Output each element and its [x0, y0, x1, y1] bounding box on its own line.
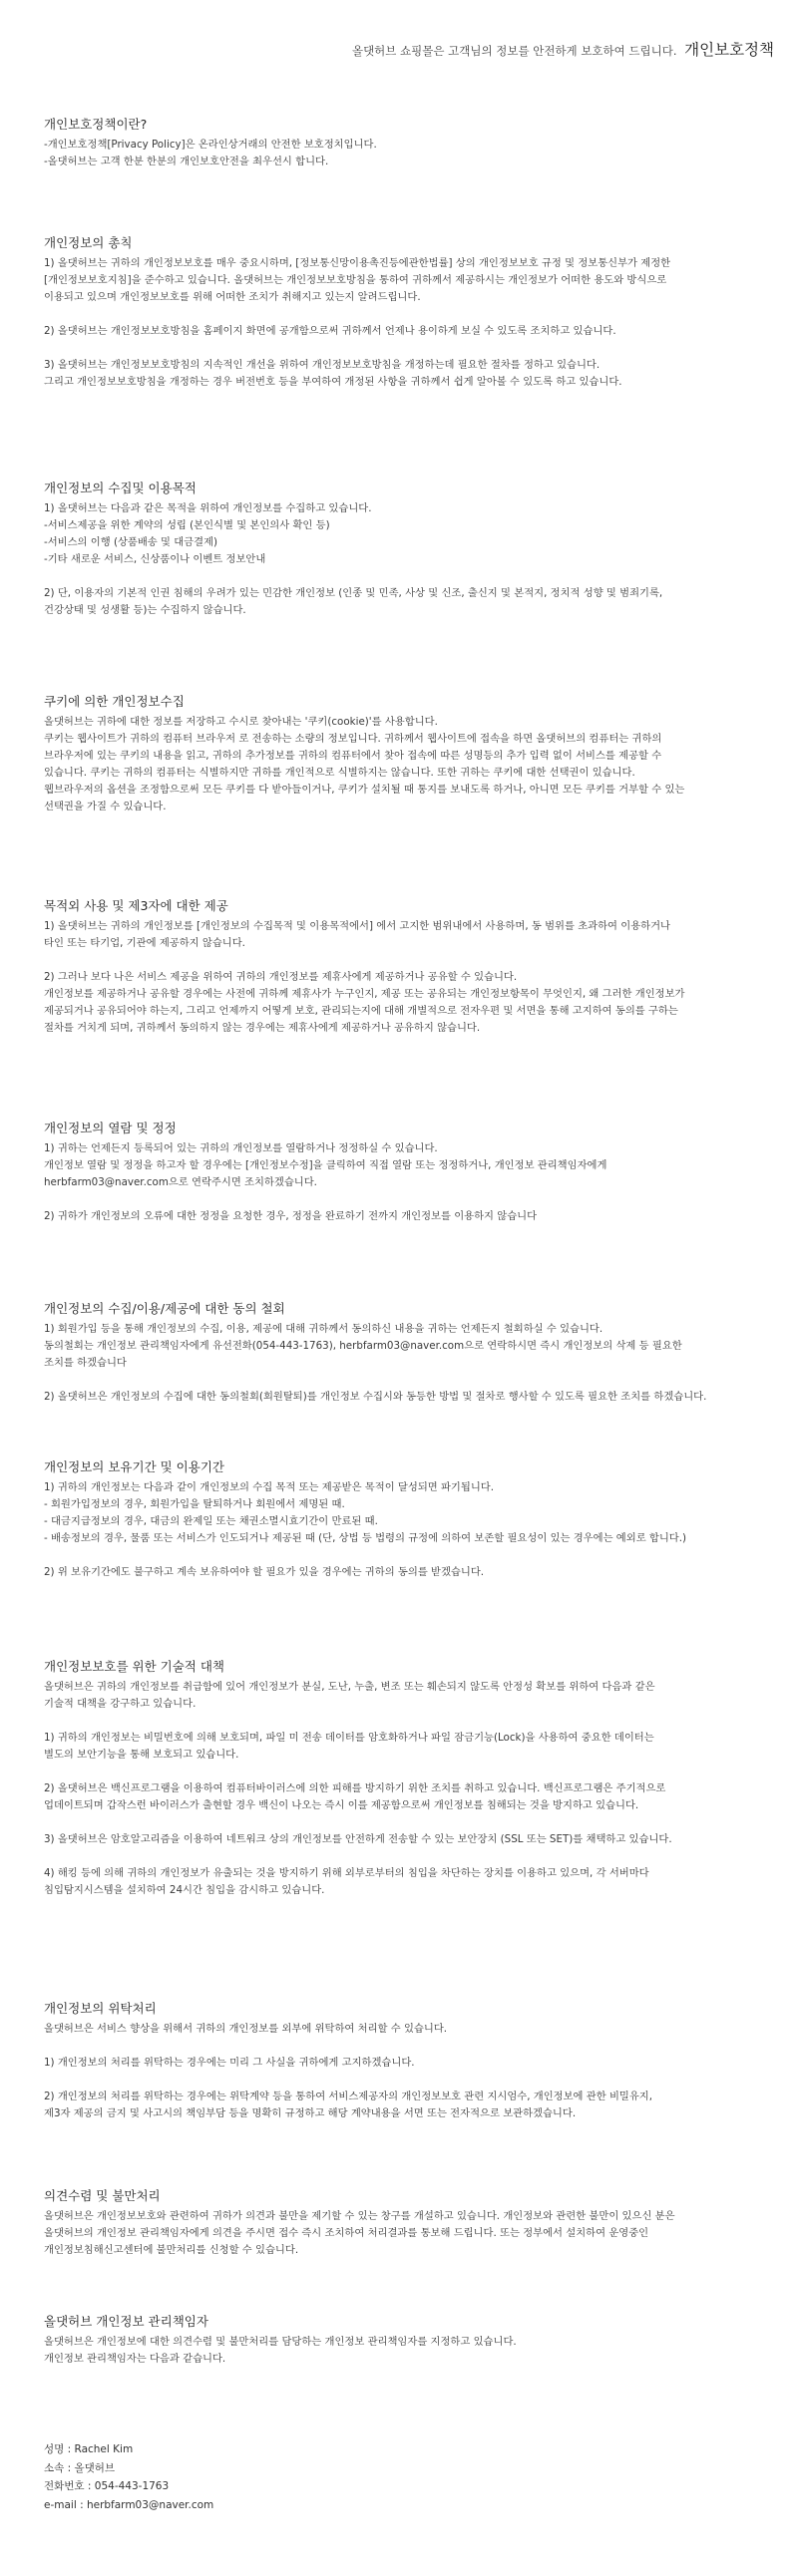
section-paragraph: 1) 올댓허브는 귀하의 개인정보를 [개인정보의 수집목적 및 이용목적에서] 에서 고지한 범위내에서 사용하며, 동 범위를 초과하여 이용하거나 타인 또는 타기업, 기관에 제공하지 않습니다. — [44, 920, 670, 949]
section-paragraph: 1) 올댓허브는 다음과 같은 목적을 위하여 개인정보를 수집하고 있습니다. -서비스제공을 위한 계약의 성립 (본인식별 및 본인의사 확인 등) -서비스의 이행 (상품배송 및 대금결제) -기타 새로운 서비스, 신상품이나 이벤트 정보안내 — [44, 502, 372, 565]
section-paragraph: 2) 올댓허브은 백신프로그램을 이용하여 컴퓨터바이러스에 의한 피해를 방지하기 위한 조치를 취하고 있습니다. 백신프로그램은 주기적으로 업데이트되며 갑작스런 바이러스가 출현할 경우 백신이 나오는 즉시 이를 제공함으로써 개인정보를 침해되는 것을 방지하고 있습니다. — [44, 1782, 666, 1811]
section-what-is-privacy-policy — [44, 116, 782, 170]
officer-department: 소속 : 올댓허브 — [44, 2461, 116, 2474]
section-title: 개인정보보호를 위한 기술적 대책 — [44, 1659, 224, 1674]
page-header — [352, 38, 774, 60]
section-title: 개인보호정책이란? — [44, 117, 148, 132]
section-collection-purpose — [44, 480, 782, 619]
section-paragraph: 3) 올댓허브은 암호알고리즘을 이용하여 네트워크 상의 개인정보를 안전하게 전송할 수 있는 보안장치 (SSL 또는 SET)를 채택하고 있습니다. — [44, 1833, 672, 1845]
section-technical-measures — [44, 1658, 782, 1899]
section-outsourcing — [44, 2000, 782, 2122]
section-paragraph: 1) 귀하는 언제든지 등록되어 있는 귀하의 개인정보를 열람하거나 정정하실 수 있습니다. 개인정보 열람 및 정정을 하고자 할 경우에는 [개인정보수정]을 클릭하여 직접 열람 또는 정정하거나, 개인정보 관리책임자에게 herbfarm03@naver.com으로 연락주시면 조치하겠습니다. — [44, 1142, 607, 1188]
section-title: 개인정보의 수집및 이용목적 — [44, 481, 197, 495]
section-retention-period — [44, 1458, 782, 1581]
page-title: 개인보호정책 — [684, 41, 774, 59]
section-title: 목적외 사용 및 제3자에 대한 제공 — [44, 898, 228, 913]
section-title: 개인정보의 총칙 — [44, 235, 133, 250]
section-paragraph: 올댓허브은 개인정보보호와 관련하여 귀하가 의견과 불만을 제기할 수 있는 창구를 개설하고 있습니다. 개인정보와 관련한 불만이 있으신 분은 올댓허브의 개인정보 관리책임자에게 의견을 주시면 접수 즉시 조치하여 처리결과를 통보해 드립니다. 또는 정부에서 설치하여 운영중인 개인정보침해신고센터에 불만처리를 신청할 수 있습니다. — [44, 2210, 675, 2256]
section-access-correction — [44, 1120, 782, 1225]
section-paragraph: 2) 귀하가 개인정보의 오류에 대한 정정을 요청한 경우, 정정을 완료하기 전까지 개인정보를 이용하지 않습니다 — [44, 1210, 538, 1222]
section-paragraph: 4) 해킹 등에 의해 귀하의 개인정보가 유출되는 것을 방지하기 위해 외부로부터의 침입을 차단하는 장치를 이용하고 있으며, 각 서버마다 침입탐지시스템을 설치하여 24시간 침입을 감시하고 있습니다. — [44, 1867, 649, 1896]
section-paragraph: 1) 회원가입 등을 통해 개인정보의 수집, 이용, 제공에 대해 귀하께서 동의하신 내용을 귀하는 언제든지 철회하실 수 있습니다. 동의철회는 개인정보 관리책임자에게 유선전화(054-443-1763), herbfarm03@naver.com으로 연락하시면 즉시 개인정보의 삭제 등 필요한 조치를 하겠습니다 — [44, 1323, 682, 1369]
section-title: 개인정보의 위탁처리 — [44, 2001, 157, 2016]
section-paragraph: 1) 개인정보의 처리를 위탁하는 경우에는 미리 그 사실을 귀하에게 고지하겠습니다. — [44, 2057, 415, 2069]
section-paragraph: 2) 개인정보의 처리를 위탁하는 경우에는 위탁계약 등을 통하여 서비스제공자의 개인정보보호 관련 지시엄수, 개인정보에 관한 비밀유지, 제3자 제공의 금지 및 사고시의 책임부담 등을 명확히 규정하고 해당 계약내용을 서면 또는 전자적으로 보관하겠습니다. — [44, 2091, 653, 2119]
section-complaints — [44, 2187, 782, 2259]
officer-phone: 전화번호 : 054-443-1763 — [44, 2480, 170, 2492]
privacy-officer-contact — [44, 2440, 213, 2514]
section-paragraph: 올댓허브는 귀하에 대한 정보를 저장하고 수시로 찾아내는 '쿠키(cookie)'를 사용합니다. 쿠키는 웹사이트가 귀하의 컴퓨터 브라우저 로 전송하는 소량의 정보입니다. 귀하께서 웹사이트에 접속을 하면 올댓허브의 컴퓨터는 귀하의 브라우저에 있는 쿠키의 내용을 읽고, 귀하의 추가정보를 귀하의 컴퓨터에서 찾아 접속에 따른 성명등의 추가 입력 없이 서비스를 제공할 수 있습니다. 쿠키는 귀하의 컴퓨터는 식별하지만 귀하를 개인적으로 식별하지는 않습니다. 또한 귀하는 쿠키에 대한 선택권이 있습니다. 웹브라우저의 옵션을 조정함으로써 모든 쿠키를 다 받아들이거나, 쿠키가 설치될 때 통지를 보내도록 하거나, 아니면 모든 쿠키를 거부할 수 있는 선택권을 가질 수 있습니다. — [44, 716, 685, 812]
section-third-party-provision — [44, 897, 782, 1037]
section-paragraph: -개인보호정책[Privacy Policy]은 온라인상거래의 안전한 보호정치입니다. -올댓허브는 고객 한분 한분의 개인보호안전을 최우선시 합니다. — [44, 139, 377, 167]
section-paragraph: 1) 귀하의 개인정보는 비밀번호에 의해 보호되며, 파일 미 전송 데이터를 암호화하거나 파일 잠금기능(Lock)을 사용하여 중요한 데이터는 별도의 보안기능을 통해 보호되고 있습니다. — [44, 1732, 654, 1761]
section-title: 의견수렴 및 불만처리 — [44, 2188, 161, 2203]
section-title: 쿠키에 의한 개인정보수집 — [44, 694, 185, 709]
section-title: 올댓허브 개인정보 관리책임자 — [44, 2314, 208, 2329]
section-general-provisions — [44, 234, 782, 391]
section-paragraph: 2) 올댓허브은 개인정보의 수집에 대한 동의철회(회원탈퇴)를 개인정보 수집시와 동등한 방법 및 절차로 행사할 수 있도록 필요한 조치를 하겠습니다. — [44, 1391, 707, 1403]
section-paragraph: 올댓허브은 개인정보에 대한 의견수렴 및 불만처리를 담당하는 개인정보 관리책임자를 지정하고 있습니다. 개인정보 관리책임자는 다음과 같습니다. — [44, 2336, 517, 2365]
section-title: 개인정보의 보유기간 및 이용기간 — [44, 1459, 224, 1474]
officer-email: e-mail : herbfarm03@naver.com — [44, 2498, 214, 2511]
section-paragraph: 3) 올댓허브는 개인정보보호방침의 지속적인 개선을 위하여 개인정보보호방침을 개정하는데 필요한 절차를 정하고 있습니다. 그리고 개인정보보호방침을 개정하는 경우 버전번호 등을 부여하여 개정된 사항을 귀하께서 쉽게 알아볼 수 있도록 하고 있습니다. — [44, 359, 622, 388]
section-title: 개인정보의 수집/이용/제공에 대한 동의 철회 — [44, 1301, 285, 1316]
section-paragraph: 2) 그러나 보다 나은 서비스 제공을 위하여 귀하의 개인정보를 제휴사에게 제공하거나 공유할 수 있습니다. 개인정보를 제공하거나 공유할 경우에는 사전에 귀하께 제휴사가 누구인지, 제공 또는 공유되는 개인정보항목이 무엇인지, 왜 그러한 개인정보가 제공되거나 공유되어야 하는지, 그리고 언제까지 어떻게 보호, 관리되는지에 대해 개별적으로 전자우편 및 서면을 통해 고지하여 동의를 구하는 절차를 거치게 되며, 귀하께서 동의하지 않는 경우에는 제휴사에게 제공하거나 공유하지 않습니다. — [44, 971, 685, 1034]
section-privacy-officer — [44, 2313, 782, 2368]
section-paragraph: 2) 단, 이용자의 기본적 인권 침해의 우려가 있는 민감한 개인정보 (인종 및 민족, 사상 및 신조, 출신지 및 본적지, 정치적 성향 및 범죄기록, 건강상태 및 성생활 등)는 수집하지 않습니다. — [44, 587, 663, 616]
officer-name: 성명 : Rachel Kim — [44, 2443, 134, 2455]
section-paragraph: 올댓허브은 귀하의 개인정보를 취급함에 있어 개인정보가 분실, 도난, 누출, 변조 또는 훼손되지 않도록 안정성 확보를 위하여 다음과 같은 기술적 대책을 강구하고 있습니다. — [44, 1681, 655, 1710]
section-consent-withdrawal — [44, 1300, 782, 1406]
section-paragraph: 2) 올댓허브는 개인정보보호방침을 홈페이지 화면에 공개함으로써 귀하께서 언제나 용이하게 보실 수 있도록 조치하고 있습니다. — [44, 325, 616, 337]
section-paragraph: 올댓허브은 서비스 향상을 위해서 귀하의 개인정보를 외부에 위탁하여 처리할 수 있습니다. — [44, 2023, 448, 2035]
section-cookie-collection — [44, 693, 782, 815]
section-paragraph: 1) 올댓허브는 귀하의 개인정보보호를 매우 중요시하며, [정보통신망이용촉진등에관한법률] 상의 개인정보보호 규정 및 정보통신부가 제정한 [개인정보보호지침]을 준수하고 있습니다. 올댓허브는 개인정보보호방침을 통하여 귀하께서 제공하시는 개인정보가 어떠한 용도와 방식으로 이용되고 있으며 개인정보보호를 위해 어떠한 조치가 취해지고 있는지 알려드립니다. — [44, 257, 671, 303]
section-paragraph: 2) 위 보유기간에도 불구하고 계속 보유하여야 할 필요가 있을 경우에는 귀하의 동의를 받겠습니다. — [44, 1566, 485, 1578]
section-paragraph: 1) 귀하의 개인정보는 다음과 같이 개인정보의 수집 목적 또는 제공받은 목적이 달성되면 파기됩니다. - 회원가입정보의 경우, 회원가입을 탈퇴하거나 회원에서 제명된 때. - 대금지급정보의 경우, 대금의 완제일 또는 채권소멸시효기간이 만료된 때. - 배송정보의 경우, 물품 또는 서비스가 인도되거나 제공된 때 (단, 상법 등 법령의 규정에 의하여 보존할 필요성이 있는 경우에는 예외로 합니다.) — [44, 1481, 687, 1544]
section-title: 개인정보의 열람 및 정정 — [44, 1121, 177, 1135]
header-notice: 올댓허브 쇼핑몰은 고객님의 정보를 안전하게 보호하여 드립니다. — [351, 44, 677, 58]
